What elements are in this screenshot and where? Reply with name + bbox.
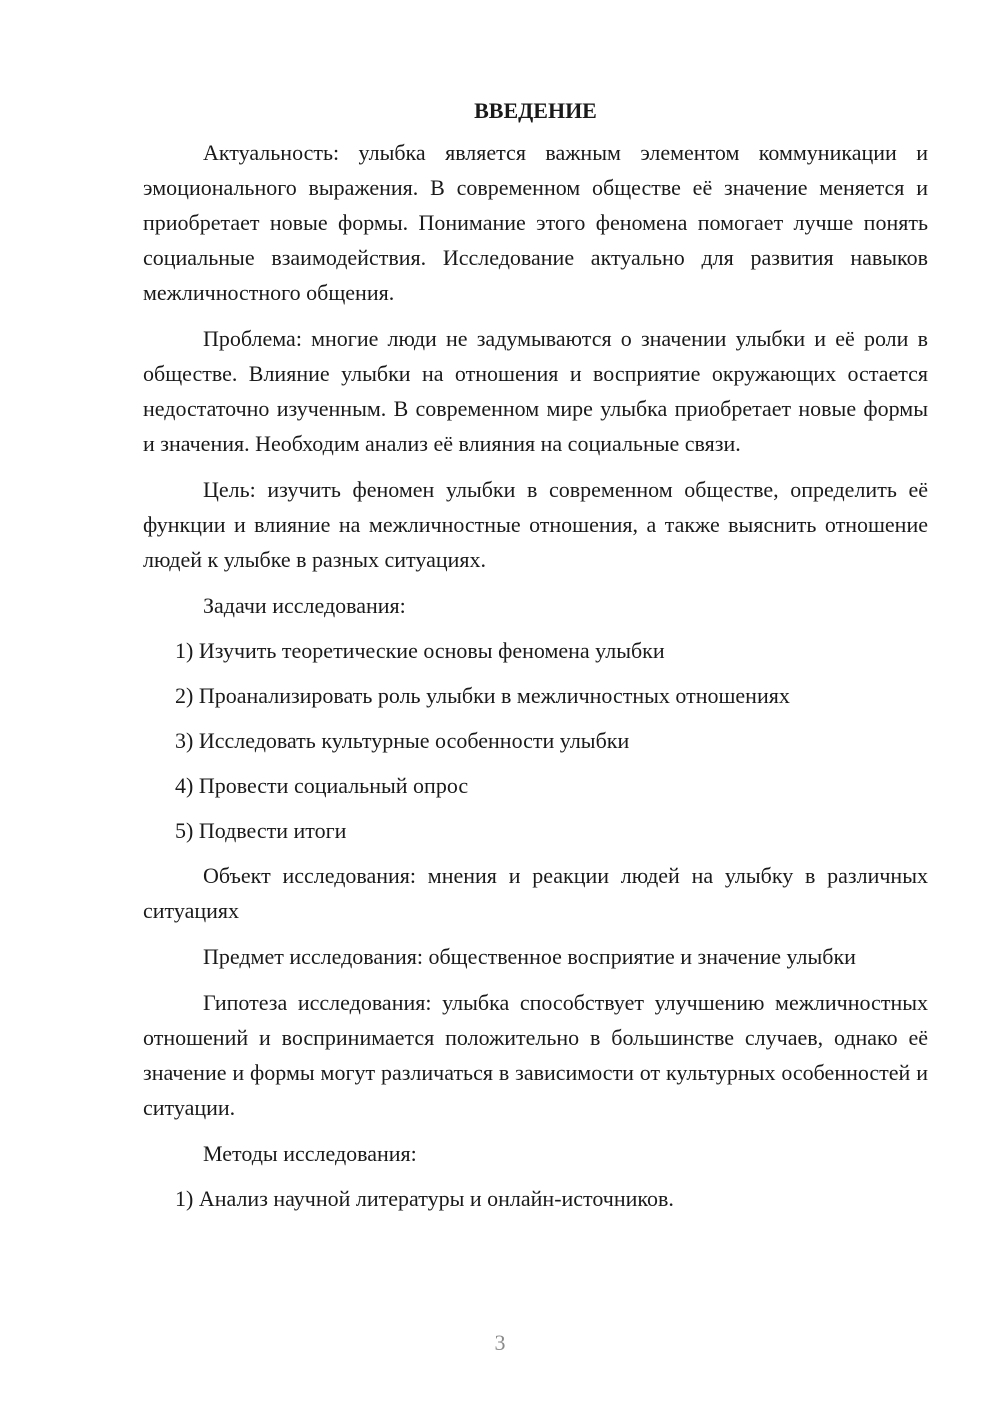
tasks-heading: Задачи исследования: (203, 593, 406, 618)
methods-heading: Методы исследования: (203, 1141, 417, 1166)
list-item: 3) Исследовать культурные особенности улыбки (175, 728, 630, 753)
page-number: 3 (494, 1330, 506, 1355)
problem-paragraph: Проблема: многие люди не задумываются о значении улыбки и её роли в обществе. Влияние улыбки на отношения и восприятие окружающих остается недостаточно изученным. В современном мире улыбка приобретает новые формы и значения. Необходим анализ её влияния на социальные связи. (143, 326, 928, 456)
subject-paragraph: Предмет исследования: общественное восприятие и значение улыбки (203, 944, 856, 969)
hypothesis-paragraph: Гипотеза исследования: улыбка способствует улучшению межличностных отношений и воспринимается положительно в большинстве случаев, однако её значение и формы могут различаться в зависимости от культурных особенностей и ситуации. (143, 990, 928, 1120)
goal-paragraph: Цель: изучить феномен улыбки в современном обществе, определить её функции и влияние на межличностные отношения, а также выяснить отношение людей к улыбке в разных ситуациях. (143, 477, 928, 572)
document-page (143, 93, 928, 1226)
list-item: 1) Изучить теоретические основы феномена улыбки (175, 638, 665, 663)
object-paragraph: Объект исследования: мнения и реакции людей на улыбку в различных ситуациях (143, 863, 928, 923)
methods-list (143, 1181, 928, 1216)
section-title: ВВЕДЕНИЕ (474, 98, 597, 123)
relevance-paragraph: Актуальность: улыбка является важным элементом коммуникации и эмоционального выражения. В современном обществе её значение меняется и приобретает новые формы. Понимание этого феномена помогает лучше понять социальные взаимодействия. Исследование актуально для развития навыков межличностного общения. (143, 140, 928, 305)
list-item: 4) Провести социальный опрос (175, 773, 469, 798)
list-item: 2) Проанализировать роль улыбки в межличностных отношениях (175, 683, 790, 708)
tasks-list (143, 633, 928, 848)
list-item: 5) Подвести итоги (175, 818, 347, 843)
list-item: 1) Анализ научной литературы и онлайн-источников. (175, 1186, 674, 1211)
